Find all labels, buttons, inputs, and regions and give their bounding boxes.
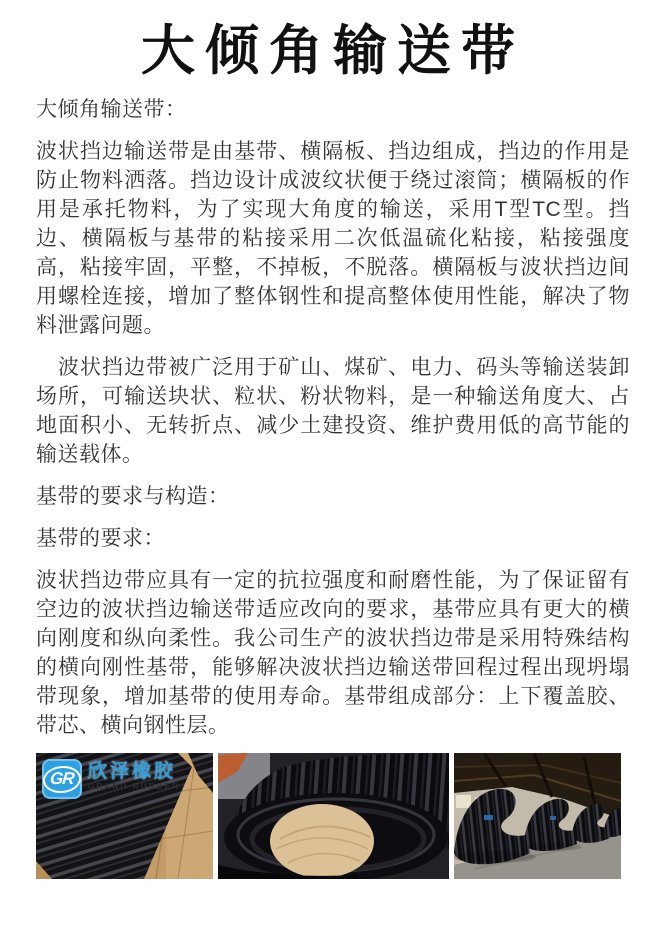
brand-logo (42, 759, 180, 799)
paragraph-composition: 波状挡边输送带是由基带、横隔板、挡边组成，挡边的作用是防止物料洒落。挡边设计成波纹状便于绕过滚筒；横隔板的作用是承托物料，为了实现大角度的输送，采用T型TC型。挡边、横隔板与基带的粘接采用二次低温硫化粘接，粘接强度高，粘接牢固，平整，不掉板，不脱落。横隔板与波状挡边间用螺栓连接，增加了整体钢性和提高整体使用性能，解决了物料泄露问题。 (36, 140, 630, 337)
paragraph-applications: 波状挡边带被广泛用于矿山、煤矿、电力、码头等输送装卸场所，可输送块状、粒状、粉状物料，是一种输送角度大、占地面积小、无转折点、减少土建投资、维护费用低的高节能的输送载体。 (36, 356, 630, 466)
paragraph-intro-label: 大倾角输送带： (36, 98, 187, 121)
section-heading-requirements: 基带的要求： (36, 527, 165, 550)
product-photo-belt-loop (218, 753, 449, 879)
product-photo-warehouse (454, 753, 621, 879)
brand-logo-monogram: GR (42, 766, 82, 793)
warehouse-photo-graphic (454, 753, 621, 879)
brand-logo-text (88, 759, 180, 792)
section-heading-requirements-structure: 基带的要求与构造： (36, 485, 230, 508)
brand-name-en: GRAND RUBBER (88, 782, 181, 791)
product-photo-sidewall-sheet (36, 753, 213, 879)
brand-logo-icon (42, 759, 82, 799)
article-page (0, 20, 666, 879)
belt-loop-photo-graphic (218, 753, 449, 879)
product-photo-gallery (36, 753, 630, 879)
paragraph-base-belt-requirements: 波状挡边带应具有一定的抗拉强度和耐磨性能，为了保证留有空边的波状挡边输送带适应改向的要求，基带应具有更大的横向刚度和纵向柔性。我公司生产的波状挡边带是采用特殊结构的横向刚性基带，能够解决波状挡边输送带回程过程出现坍塌带现象，增加基带的使用寿命。基带组成部分：上下覆盖胶、带芯、横向钢性层。 (36, 569, 630, 737)
page-title: 大倾角输送带 (141, 21, 525, 81)
brand-name-cn: 欣泽橡胶 (88, 761, 177, 782)
